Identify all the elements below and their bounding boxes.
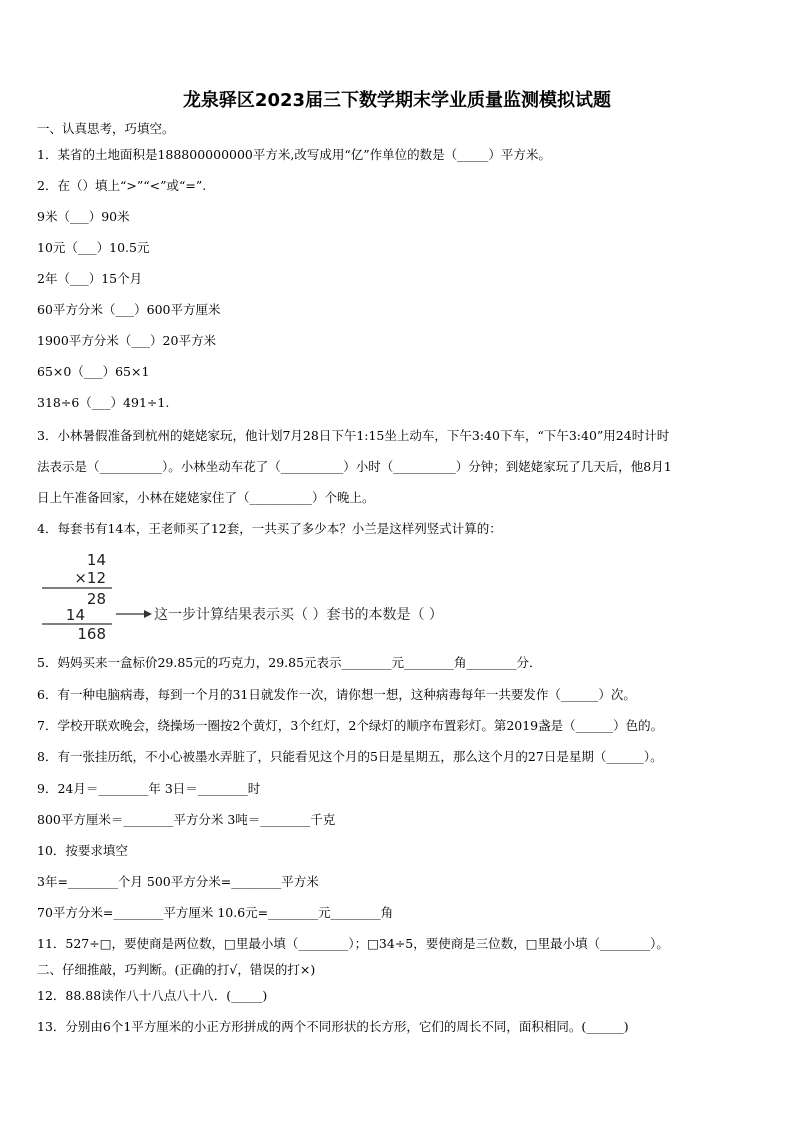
product-result: 168 bbox=[77, 625, 106, 640]
arrow-annotation: 这一步计算结果表示买（ ）套书的本数是（ ） bbox=[154, 607, 443, 623]
question-12: 12．88.88读作八十八点八十八．(_____) bbox=[37, 988, 268, 1003]
question-11: 11．527÷□，要使商是两位数，□里最小填（________）；□34÷5，要使商是三位数，□里最小填（________）。 bbox=[37, 936, 669, 951]
page-title: 龙泉驿区2023届三下数学期末学业质量监测模拟试题 bbox=[182, 90, 612, 111]
question-6: 6．有一种电脑病毒，每到一个月的31日就发作一次，请你想一想，这种病毒每年一共要发作（______）次。 bbox=[37, 687, 636, 702]
question-2: 2．在（）填上“>”“<”或“=”. bbox=[37, 178, 207, 193]
vertical-multiplication bbox=[40, 548, 510, 640]
question-3-line-2: 法表示是（__________）。小林坐动车花了（__________）小时（__________）分钟；到姥姥家玩了几天后，他8月1 bbox=[37, 459, 672, 474]
question-2-item-2: 10元（___）10.5元 bbox=[37, 240, 150, 255]
question-5: 5．妈妈买来一盒标价29.85元的巧克力，29.85元表示________元________角________分． bbox=[37, 655, 542, 670]
question-9-line-2: 800平方厘米＝________平方分米 3吨＝________千克 bbox=[37, 812, 336, 827]
arrow-head-icon bbox=[144, 610, 152, 618]
question-8: 8．有一张挂历纸，不小心被墨水弄脏了，只能看见这个月的5日是星期五，那么这个月的27日是星期（______）。 bbox=[37, 749, 663, 764]
question-4: 4．每套书有14本，王老师买了12套，一共买了多少本？小兰是这样列竖式计算的： bbox=[37, 521, 502, 536]
multiplicand-text: 14 bbox=[86, 551, 106, 569]
question-3-line-1: 3．小林暑假准备到杭州的姥姥家玩，他计划7月28日下午1:15坐上动车，下午3:40下车，“下午3:40”用24时计时 bbox=[37, 428, 670, 443]
question-10: 10．按要求填空 bbox=[37, 843, 128, 858]
question-2-item-6: 65×0（___）65×1 bbox=[37, 364, 150, 379]
question-9-line-1: 9．24月＝________年 3日＝________时 bbox=[37, 781, 261, 796]
section-heading-fill-blank: 一、认真思考，巧填空。 bbox=[37, 121, 175, 136]
question-10-line-2: 70平方分米=________平方厘米 10.6元=________元________角 bbox=[37, 905, 394, 920]
question-10-line-1: 3年=________个月 500平方分米=________平方米 bbox=[37, 874, 319, 889]
question-3-line-3: 日上午准备回家，小林在姥姥家住了（__________）个晚上。 bbox=[37, 490, 375, 505]
question-1: 1．某省的土地面积是188800000000平方米,改写成用“亿”作单位的数是（_____）平方米。 bbox=[37, 147, 551, 162]
question-13: 13．分别由6个1平方厘米的小正方形拼成的两个不同形状的长方形，它们的周长不同，面积相同。(______) bbox=[37, 1019, 629, 1034]
question-2-item-7: 318÷6（___）491÷1. bbox=[37, 395, 170, 410]
question-2-item-1: 9米（___）90米 bbox=[37, 209, 130, 224]
section-heading-judge: 二、仔细推敲，巧判断。(正确的打√，错误的打×) bbox=[37, 962, 316, 977]
question-2-item-4: 60平方分米（___）600平方厘米 bbox=[37, 302, 221, 317]
partial-product-1: 28 bbox=[86, 590, 106, 608]
question-2-item-3: 2年（___）15个月 bbox=[37, 271, 143, 286]
partial-product-2: 14 bbox=[65, 606, 85, 624]
question-7: 7．学校开联欢晚会，绕操场一圈按2个黄灯，3个红灯，2个绿灯的顺序布置彩灯。第2019盏是（______）色的。 bbox=[37, 718, 664, 733]
multiplier-text: ×12 bbox=[74, 569, 106, 587]
question-2-item-5: 1900平方分米（___）20平方米 bbox=[37, 333, 216, 348]
